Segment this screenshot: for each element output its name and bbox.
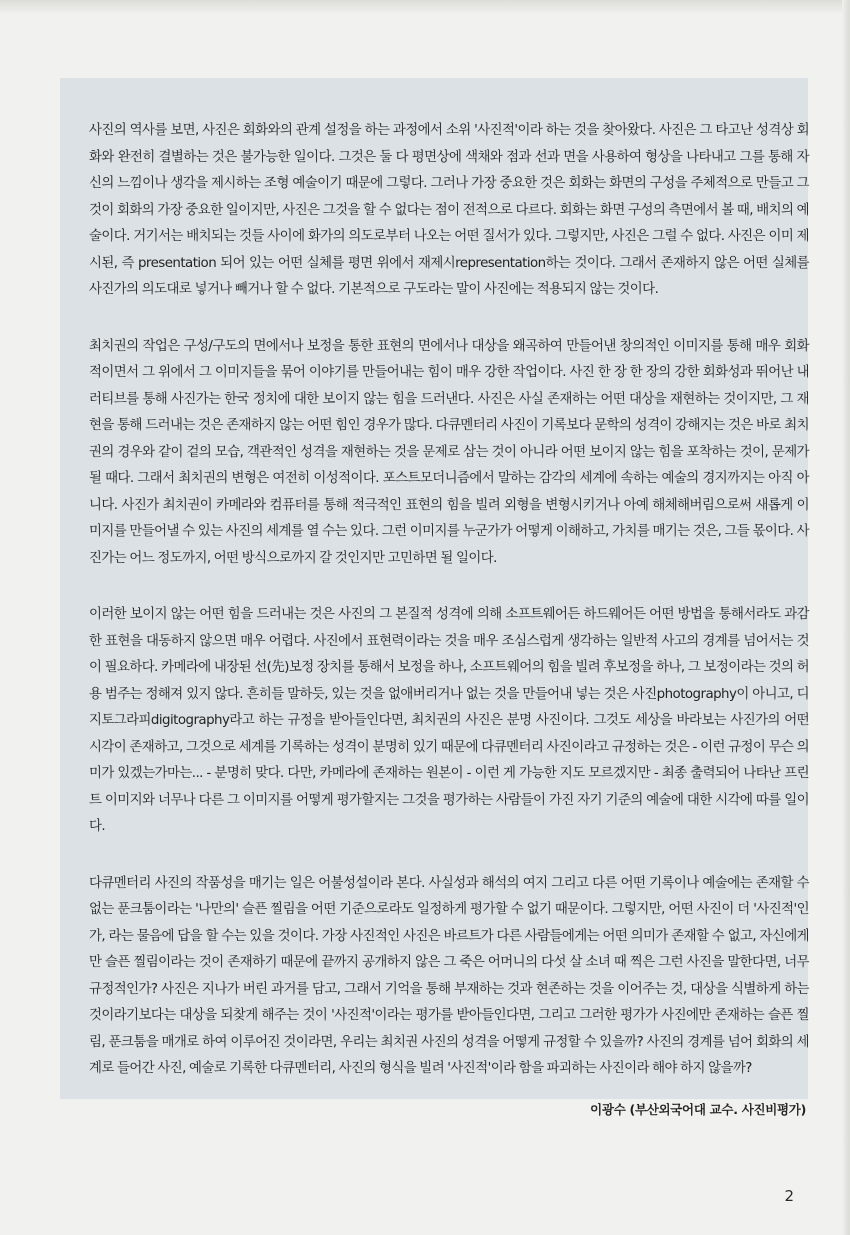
essay-paragraph-3: 이러한 보이지 않는 어떤 힘을 드러내는 것은 사진의 그 본질적 성격에 의해 소프트웨어든 하드웨어든 어떤 방법을 통해서라도 과감한 표현을 대동하지 않으면 매우 어렵다. 사진에서 표현력이라는 것을 매우 조심스럽게 생각하는 일반적 사고의 경계를 넘어서는 것이 필요하다. 카메라에 내장된 선(先)보정 장치를 통해서 보정을 하나, 소프트웨어의 힘을 빌려 후보정을 하나, 그 보정이라는 것의 허용 범주는 정해져 있지 않다. 흔히들 말하듯, 있는 것을 없애버리거나 없는 것을 만들어내 넣는 것은 사진photography이 아니고, 디지토그라피digitography라고 하는 규정을 받아들인다면, 최치권의 사진은 분명 사진이다. 그것도 세상을 바라보는 사진가의 어떤 시각이 존재하고, 그것으로 세계를 기록하는 성격이 분명히 있기 때문에 다큐멘터리 사진이라고 규정하는 것은 - 이런 규정이 무슨 의미가 있겠는가마는... - 분명히 맞다. 다만, 카메라에 존재하는 원본이 - 이런 게 가능한 지도 모르겠지만 - 최종 출력되어 나타난 프린트 이미지와 너무나 다른 그 이미지를 어떻게 평가할지는 그것을 평가하는 사람들이 가진 자기 기준의 예술에 대한 시각에 따를 일이다.	[89, 607, 809, 834]
essay-paragraph-1: 사진의 역사를 보면, 사진은 회화와의 관계 설정을 하는 과정에서 소위 '사진적'이라 하는 것을 찾아왔다. 사진은 그 타고난 성격상 회화와 완전히 결별하는 것은 불가능한 일이다. 그것은 둘 다 평면상에 색채와 점과 선과 면을 사용하여 형상을 나타내고 그를 통해 자신의 느낌이나 생각을 제시하는 조형 예술이기 때문에 그렇다. 그러나 가장 중요한 것은 회화는 화면의 구성을 주체적으로 만들고 그것이 회화의 가장 중요한 일이지만, 사진은 그것을 할 수 없다는 점이 전적으로 다르다. 회화는 화면 구성의 측면에서 볼 때, 배치의 예술이다. 거기서는 배치되는 것들 사이에 화가의 의도로부터 나오는 어떤 질서가 있다. 그렇지만, 사진은 그럴 수 없다. 사진은 이미 제시된, 즉 presentation 되어 있는 어떤 실체를 평면 위에서 재제시representation하는 것이다. 그래서 존재하지 않은 어떤 실체를 사진가의 의도대로 넣거나 빼거나 할 수 없다. 기본적으로 구도라는 말이 사진에는 적용되지 않는 것이다.	[89, 123, 809, 297]
essay-body	[89, 118, 809, 1083]
essay-paragraph-4: 다큐멘터리 사진의 작품성을 매기는 일은 어불성설이라 본다. 사실성과 해석의 여지 그리고 다른 어떤 기록이나 예술에는 존재할 수 없는 푼크툼이라는 '나만의' 슬픈 찔림을 어떤 기준으로라도 일정하게 평가할 수 없기 때문이다. 그렇지만, 어떤 사진이 더 '사진적'인가, 라는 물음에 답을 할 수는 있을 것이다. 가장 사진적인 사진은 바르트가 다른 사람들에게는 어떤 의미가 존재할 수 없고, 자신에게만 슬픈 찔림이라는 것이 존재하기 때문에 끝까지 공개하지 않은 그 죽은 어머니의 다섯 살 소녀 때 찍은 그런 사진을 말한다면, 너무 규정적인가? 사진은 지나가 버린 과거를 담고, 그래서 기억을 통해 부재하는 것과 현존하는 것을 이어주는 것, 대상을 식별하게 하는 것이라기보다는 대상을 되찾게 해주는 것이 '사진적'이라는 평가를 받아들인다면, 그리고 그러한 평가가 사진에만 존재하는 슬픈 찔림, 푼크툼을 매개로 하여 이루어진 것이라면, 우리는 최치권 사진의 성격을 어떻게 규정할 수 있을까? 사진의 경계를 넘어 회화의 세계로 들어간 사진, 예술로 기록한 다큐멘터리, 사진의 형식을 빌려 '사진적'이라 함을 파괴하는 사진이라 해야 하지 않을까?	[89, 875, 809, 1076]
page-edge	[0, 0, 850, 14]
page-number: 2	[784, 1187, 794, 1205]
page-edge-shadow	[842, 0, 850, 1235]
author-byline: 이광수 (부산외국어대 교수. 사진비평가)	[590, 1102, 806, 1117]
essay-paragraph-2: 최치권의 작업은 구성/구도의 면에서나 보정을 통한 표현의 면에서나 대상을 왜곡하여 만들어낸 창의적인 이미지를 통해 매우 회화적이면서 그 위에서 그 이미지들을 묶어 이야기를 만들어내는 힘이 매우 강한 작업이다. 사진 한 장 한 장의 강한 회화성과 뛰어난 내러티브를 통해 사진가는 한국 정치에 대한 보이지 않는 힘을 드러낸다. 사진은 사실 존재하는 어떤 대상을 재현하는 것이지만, 그 재현을 통해 드러내는 것은 존재하지 않는 어떤 힘인 경우가 많다. 다큐멘터리 사진이 기록보다 문학의 성격이 강해지는 것은 바로 최치권의 경우와 같이 겉의 모습, 객관적인 성격을 재현하는 것을 문제로 삼는 것이 아니라 어떤 보이지 않는 힘을 포착하는 것이, 문제가 될 때다. 그래서 최치권의 변형은 여전히 이성적이다. 포스트모더니즘에서 말하는 감각의 세계에 속하는 예술의 경지까지는 아직 아니다. 사진가 최치권이 카메라와 컴퓨터를 통해 적극적인 표현의 힘을 빌려 외형을 변형시키거나 아예 해체해버림으로써 새롭게 이미지를 만들어낼 수 있는 사진의 세계를 열 수는 있다. 그런 이미지를 누군가가 어떻게 이해하고, 가치를 매기는 것은, 그들 몫이다. 사진가는 어느 정도까지, 어떤 방식으로까지 갈 것인지만 고민하면 될 일이다.	[89, 338, 809, 566]
